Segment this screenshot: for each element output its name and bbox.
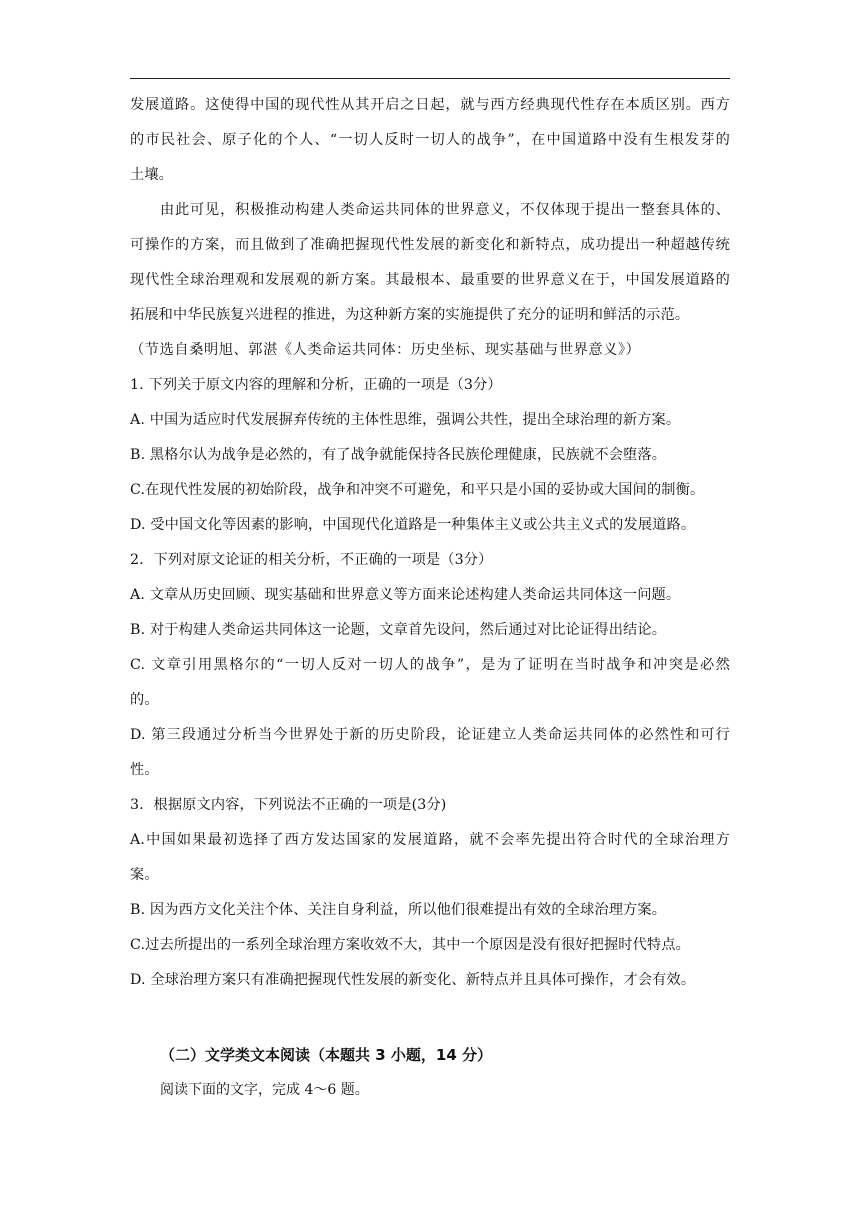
option-b: B. 黑格尔认为战争是必然的，有了战争就能保持各民族伦理健康，民族就不会堕落。 — [130, 447, 667, 463]
option-d: D. 第三段通过分析当今世界处于新的历史阶段，论证建立人类命运共同体的必然性和可行 — [130, 727, 730, 743]
passage-source: （节选自桑明旭、郭湛《人类命运共同体：历史坐标、现实基础与世界意义》） — [130, 342, 641, 358]
question-stem: 1. 下列关于原文内容的理解和分析，正确的一项是（3分） — [130, 377, 502, 393]
question-2 — [130, 543, 730, 788]
text-line: 可操作的方案，而且做到了准确把握现代性发展的新变化和新特点，成功提出一种超越传统 — [130, 237, 730, 253]
option-c: C.在现代性发展的初始阶段，战争和冲突不可避免，和平只是小国的妥协或大国间的制衡。 — [130, 482, 705, 498]
question-stem: 2．下列对原文论证的相关分析，不正确的一项是（3分） — [130, 552, 493, 568]
passage-paragraph-1 — [130, 88, 730, 193]
text-line: 拓展和中华民族复兴进程的推进，为这种新方案的实施提供了充分的证明和鲜活的示范。 — [130, 307, 690, 323]
option-a: A. 中国为适应时代发展摒弃传统的主体性思维，强调公共性，提出全球治理的新方案。 — [130, 412, 681, 428]
section-heading: （二）文学类文本阅读（本题共 3 小题，14 分） — [160, 1046, 492, 1064]
option-c: C.过去所提出的一系列全球治理方案收效不大，其中一个原因是没有很好把握时代特点。 — [130, 937, 690, 953]
text-line: 由此可见，积极推动构建人类命运共同体的世界意义，不仅体现于提出一整套具体的、 — [160, 202, 730, 218]
option-a: A.中国如果最初选择了西方发达国家的发展道路，就不会率先提出符合时代的全球治理方 — [130, 832, 730, 848]
text-line: 的市民社会、原子化的个人、“一切人反时一切人的战争”，在中国道路中没有生根发芽的 — [130, 132, 730, 148]
option-b: B. 对于构建人类命运共同体这一论题，文章首先设问，然后通过对比论证得出结论。 — [130, 622, 667, 638]
passage-paragraph-2 — [130, 193, 730, 333]
question-3 — [130, 788, 730, 998]
option-d: D. 全球治理方案只有准确把握现代性发展的新变化、新特点并且具体可操作，才会有效。 — [130, 972, 696, 988]
option-a: A. 文章从历史回顾、现实基础和世界意义等方面来论述构建人类命运共同体这一问题。 — [130, 587, 681, 603]
text-line: 发展道路。这使得中国的现代性从其开启之日起，就与西方经典现代性存在本质区别。西方 — [130, 97, 730, 113]
section-instruction: 阅读下面的文字，完成 4～6 题。 — [160, 1082, 369, 1098]
text-line: 现代性全球治理观和发展观的新方案。其最根本、最重要的世界意义在于，中国发展道路的 — [130, 272, 730, 288]
option-a-continued: 案。 — [130, 867, 159, 883]
header-rule — [130, 78, 730, 79]
question-1 — [130, 368, 730, 543]
option-d: D. 受中国文化等因素的影响，中国现代化道路是一种集体主义或公共主义式的发展道路。 — [130, 517, 696, 533]
option-b: B. 因为西方文化关注个体、关注自身利益，所以他们很难提出有效的全球治理方案。 — [130, 902, 667, 918]
question-stem: 3．根据原文内容，下列说法不正确的一项是(3分) — [130, 797, 447, 813]
document-body — [130, 88, 730, 998]
option-d-continued: 性。 — [130, 762, 159, 778]
option-c-continued: 的。 — [130, 692, 159, 708]
option-c: C. 文章引用黑格尔的“一切人反对一切人的战争”，是为了证明在当时战争和冲突是必然 — [130, 657, 730, 673]
text-line: 土壤。 — [130, 167, 174, 183]
